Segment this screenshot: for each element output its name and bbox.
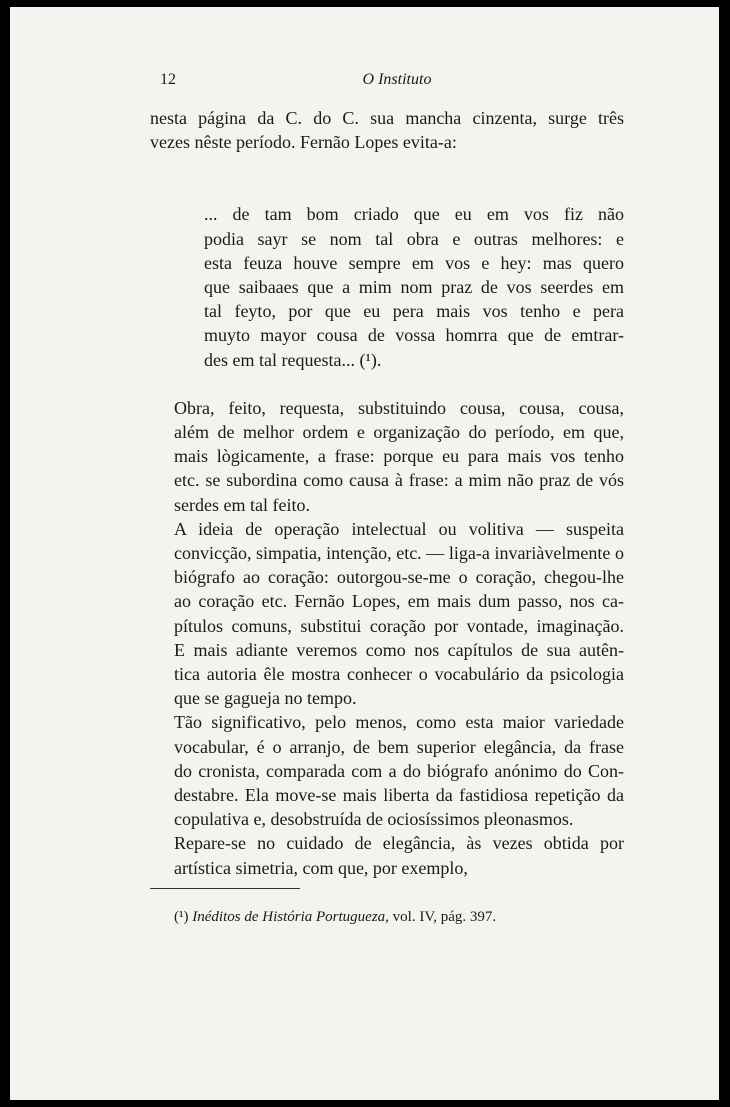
- text-line: ao coração etc. Fernão Lopes, em mais dum passo, nos ca-: [174, 591, 624, 612]
- footnote-rest: , vol. IV, pág. 397.: [385, 909, 497, 925]
- text-line: E mais adiante veremos como nos capítulos de sua autên-: [174, 639, 624, 660]
- quote-line: podia sayr se nom tal obra e outras melhores: e: [204, 228, 624, 249]
- text-line: tica autoria êle mostra conhecer o vocabulário da psicologia: [174, 664, 624, 685]
- text-line: pítulos comuns, substitui coração por vontade, imaginação.: [174, 615, 624, 636]
- text-line: A ideia de operação intelectual ou volitiva — suspeita: [174, 518, 624, 539]
- text-line: copulativa e, desobstruída de ociosíssimos pleonasmos.: [174, 809, 574, 830]
- text-line: nesta página da C. do C. sua mancha cinzenta, surge três: [150, 108, 624, 128]
- text-line: que se gagueja no tempo.: [174, 688, 357, 709]
- text-line: vezes nêste período. Fernão Lopes evita-a:: [150, 132, 457, 153]
- text-line: serdes em tal feito.: [174, 494, 310, 515]
- text-line: convicção, simpatia, intenção, etc. — liga-a invariàvelmente o: [174, 543, 624, 564]
- footnote-marker: (¹): [174, 909, 189, 925]
- paragraph: [150, 517, 624, 711]
- running-title: O Instituto: [362, 71, 432, 88]
- text-line: além de melhor ordem e organização do período, em que,: [174, 422, 624, 443]
- paragraph: [150, 396, 624, 517]
- quote-line: que saibaaes que a mim nom praz de vos seerdes em: [204, 277, 624, 298]
- footnote-rule: [150, 888, 300, 889]
- quote-line: muyto mayor cousa de vossa homrra que de emtrar-: [204, 325, 624, 346]
- text-line: etc. se subordina como causa à frase: a mim não praz de vós: [174, 470, 624, 491]
- text-line: vocabular, é o arranjo, de bem superior elegância, da frase: [174, 736, 624, 757]
- quote-line: esta feuza houve sempre em vos e hey: mas quero: [204, 252, 624, 273]
- block-quote: [204, 202, 624, 371]
- paragraph: [150, 710, 624, 831]
- text-line: biógrafo ao coração: outorgou-se-me o coração, chegou-lhe: [174, 567, 624, 588]
- text-line: do cronista, comparada com a do biógrafo anónimo do Con-: [174, 760, 624, 781]
- text-line: artística simetria, com que, por exemplo,: [174, 857, 468, 878]
- quote-line: ... de tam bom criado que eu em vos fiz não: [204, 204, 624, 225]
- quote-line: tal feyto, por que eu pera mais vos tenho e pera: [204, 301, 624, 322]
- text-line: Tão significativo, pelo menos, como esta maior variedade: [174, 712, 624, 733]
- text-line: Obra, feito, requesta, substituindo cousa, cousa, cousa,: [174, 397, 624, 418]
- footnote-title: Inéditos de História Portugueza: [192, 909, 386, 925]
- paragraph: [150, 831, 624, 879]
- quote-line: des em tal requesta... (¹).: [204, 349, 382, 370]
- text-line: Repare-se no cuidado de elegância, às vezes obtida por: [174, 833, 624, 854]
- page-number: 12: [160, 71, 176, 88]
- intro-paragraph: [150, 106, 624, 154]
- text-line: mais lògicamente, a frase: porque eu para mais vos tenho: [174, 446, 624, 467]
- footnote: [174, 909, 496, 926]
- text-line: destabre. Ela move-se mais liberta da fastidiosa repetição da: [174, 785, 624, 806]
- body-text: [150, 106, 624, 880]
